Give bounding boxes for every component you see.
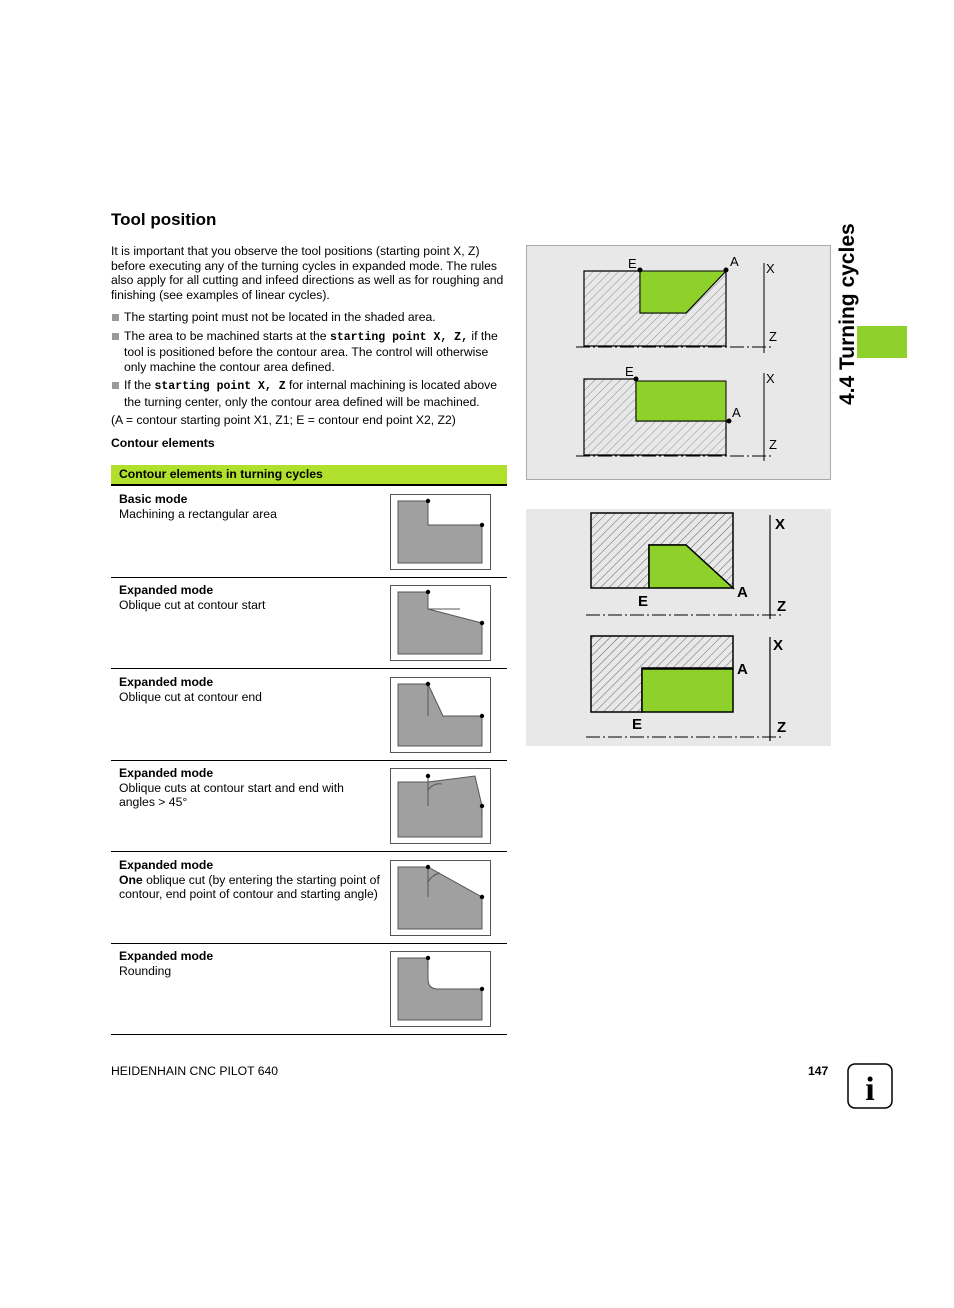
label-z: Z: [777, 719, 787, 736]
oblique-both-icon: [390, 768, 491, 844]
info-glyph: i: [865, 1071, 875, 1108]
row-emphasis: One: [119, 872, 143, 887]
tool-position-diagram-thin: [526, 245, 831, 480]
table-row: Expanded mode Oblique cut at contour start: [111, 577, 507, 669]
rounding-icon: [390, 951, 491, 1027]
page-title: Tool position: [111, 210, 217, 229]
intro-paragraph: It is important that you observe the tool positions (starting point X, Z) before executing any of the turning cycles in expanded mode. The rules also apply for all cutting and infeed directions as well as for roughing and finishing (see examples of linear cycles).: [111, 244, 504, 302]
label-x: X: [773, 637, 784, 654]
label-a: A: [737, 584, 748, 601]
footer-brand: HEIDENHAIN CNC PILOT 640: [111, 1064, 279, 1078]
label-z: Z: [769, 329, 777, 344]
oblique-angle-icon: [390, 860, 491, 936]
oblique-start-icon: [390, 585, 491, 661]
table-row: Expanded mode One oblique cut (by entering the starting point of contour, end point of contour and starting angle): [111, 852, 507, 944]
section-subheading: Contour elements: [111, 436, 215, 450]
table-row: Expanded mode Rounding: [111, 943, 507, 1035]
oblique-end-icon: [390, 677, 491, 753]
label-a: A: [730, 254, 739, 269]
info-icon: [847, 1063, 893, 1109]
label-z: Z: [769, 437, 777, 452]
label-x: X: [775, 516, 786, 533]
list-item: If the starting point X, Z for internal machining is located above the turning center, only the contour area defined will be machined.: [111, 378, 507, 409]
table-header: [111, 465, 507, 486]
label-e: E: [628, 256, 637, 271]
tool-position-diagram-bold: [526, 509, 831, 746]
rules-list: [111, 310, 507, 413]
label-z: Z: [777, 598, 787, 615]
table-header-label: Contour elements in turning cycles: [119, 467, 323, 481]
rectangle-icon: [390, 494, 491, 570]
label-x: X: [766, 371, 775, 386]
label-e: E: [632, 716, 643, 733]
label-a: A: [737, 661, 748, 678]
label-x: X: [766, 261, 775, 276]
table-row: Expanded mode Oblique cuts at contour start and end with angles > 45°: [111, 760, 507, 852]
table-row: [111, 486, 507, 578]
chapter-title: 4.4 Turning cycles: [836, 223, 859, 405]
table-row: Expanded mode Oblique cut at contour end: [111, 669, 507, 761]
row-mode: Basic mode: [119, 492, 188, 506]
legend-text: (A = contour starting point X1, Z1; E = contour end point X2, Z2): [111, 413, 456, 427]
label-e: E: [625, 364, 634, 379]
label-e: E: [638, 593, 649, 610]
row-description: Machining a rectangular area: [119, 506, 277, 521]
list-item: The starting point must not be located in the shaded area.: [111, 310, 507, 325]
list-item: The area to be machined starts at the starting point X, Z, if the tool is positioned before the contour area. The control will otherwise only machine the contour area defined.: [111, 329, 507, 375]
label-a: A: [732, 405, 741, 420]
page-number: 147: [808, 1064, 829, 1078]
chapter-marker: [857, 326, 907, 358]
